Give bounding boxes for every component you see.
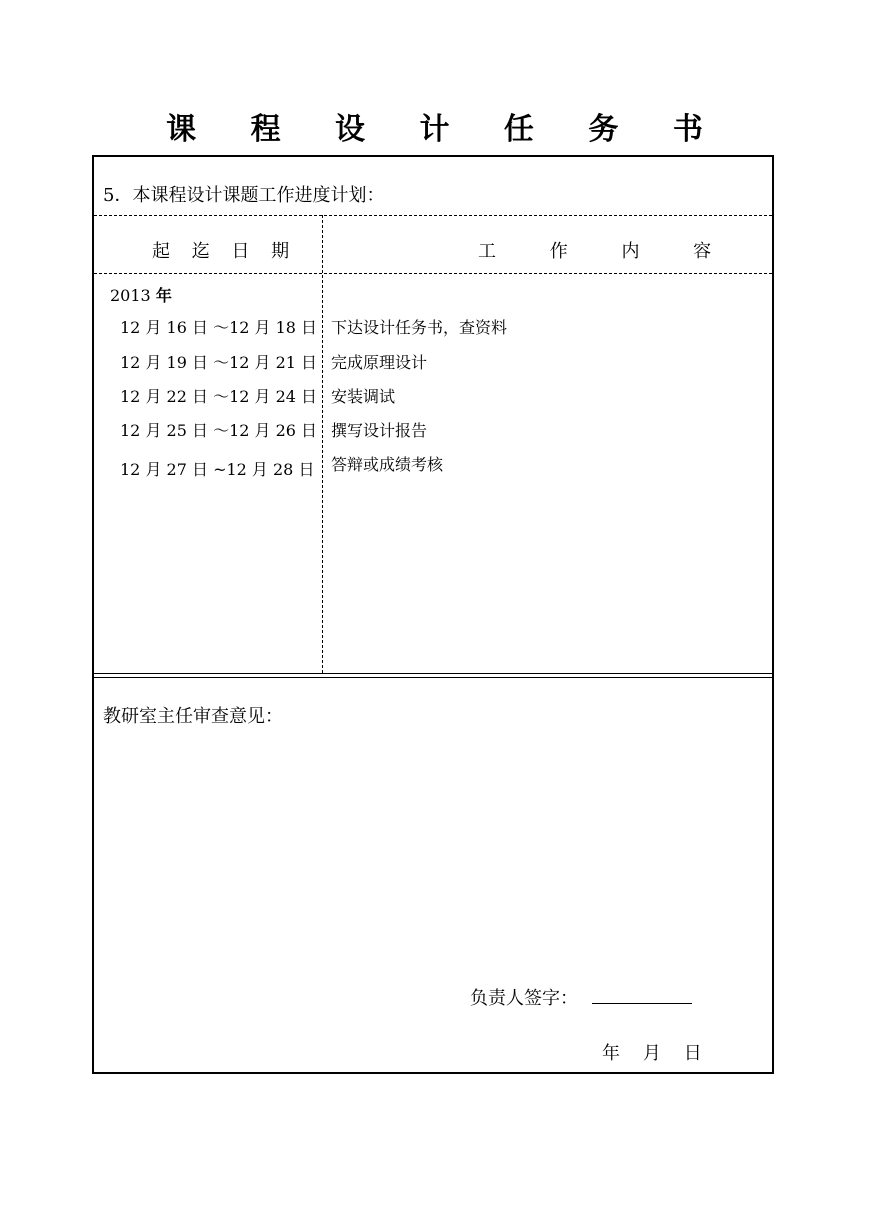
section-heading: 5．本课程设计课题工作进度计划： xyxy=(103,185,385,206)
date-range-2: 12 月 19 日 ～12 月 21 日 xyxy=(120,353,318,372)
date-range-3: 12 月 22 日 ～12 月 24 日 xyxy=(120,387,318,406)
date-range-4: 12 月 25 日 ～12 月 26 日 xyxy=(120,421,318,440)
date-line: 年 月 日 xyxy=(602,1043,702,1064)
task-2: 完成原理设计 xyxy=(331,353,428,372)
task-3: 安装调试 xyxy=(331,387,396,406)
date-range-5: 12 月 27 日 ~12 月 28 日 xyxy=(120,460,315,479)
column-divider xyxy=(322,215,323,673)
review-label: 教研室主任审查意见： xyxy=(103,706,283,727)
task-4: 撰写设计报告 xyxy=(331,421,428,440)
col-header-dates: 起 迄 日 期 xyxy=(152,241,298,262)
divider xyxy=(94,273,772,274)
section-divider xyxy=(94,673,772,678)
year-value: 2013 xyxy=(110,286,151,305)
date-range-1: 12 月 16 日 ～12 月 18 日 xyxy=(120,318,318,337)
year-suffix: 年 xyxy=(155,286,172,305)
signature-field[interactable] xyxy=(592,1003,692,1004)
col-header-work: 工 作 内 容 xyxy=(478,241,736,262)
divider xyxy=(94,215,772,216)
signature-label: 负责人签字： xyxy=(470,988,578,1009)
task-5: 答辩或成绩考核 xyxy=(331,455,444,474)
year-label xyxy=(110,283,172,306)
task-1: 下达设计任务书，查资料 xyxy=(331,318,508,337)
task-table xyxy=(92,155,774,1074)
page-title: 课 程 设 计 任 务 书 xyxy=(166,112,725,147)
